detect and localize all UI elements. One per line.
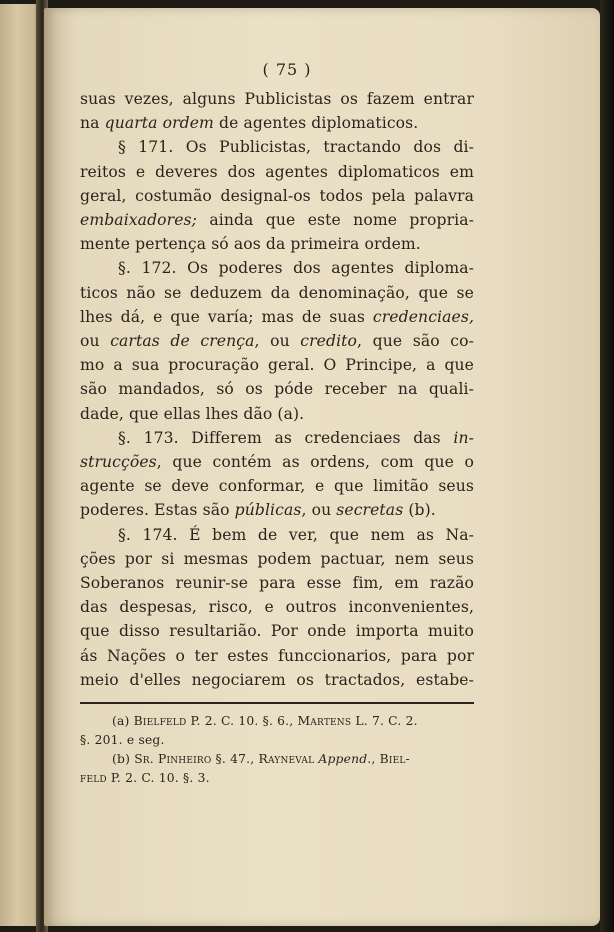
text-segment: secretas	[336, 501, 404, 520]
text-segment: , que são co-	[357, 332, 474, 351]
footnotes	[80, 712, 474, 788]
text-segment: poderes. Estas são	[80, 501, 235, 520]
text-line	[80, 595, 474, 619]
text-segment: ticos não se deduzem da denominação, que se	[80, 283, 474, 302]
text-line	[80, 329, 474, 353]
text-segment: in-	[453, 428, 474, 447]
footnote-line	[80, 750, 474, 769]
text-segment: Bielfeld	[133, 714, 187, 729]
text-segment: (b)	[112, 752, 135, 767]
text-segment: Append.	[318, 752, 372, 767]
text-segment: mo a sua procuração geral. O Principe, a que	[80, 356, 474, 375]
footnote-line	[80, 712, 474, 731]
footnote-line	[80, 769, 474, 788]
text-segment: strucções	[80, 453, 157, 472]
text-segment: dade, que ellas lhes dão (a).	[80, 404, 305, 423]
text-line	[80, 87, 474, 111]
text-segment: meio d'elles negociarem os tractados, estabe-	[80, 670, 474, 689]
footnote-line	[80, 731, 474, 750]
page-number: ( 75 )	[262, 60, 312, 79]
text-segment: de agentes diplomaticos.	[213, 114, 419, 133]
text-line	[80, 450, 474, 474]
text-segment: lhes dá, e que varía; mas de suas	[80, 307, 373, 326]
text-line	[80, 547, 474, 571]
text-segment: ou	[80, 332, 111, 351]
text-segment: , ou	[301, 501, 337, 520]
text-line	[80, 644, 474, 668]
text-segment: ções por si mesmas podem pactuar, nem seus	[80, 549, 474, 568]
text-segment: §. 172. Os poderes dos agentes diploma-	[118, 259, 474, 278]
body-text	[80, 87, 474, 692]
text-line	[80, 402, 474, 426]
text-segment: Sr. Pinheiro	[134, 752, 212, 767]
text-line	[80, 571, 474, 595]
text-line	[80, 523, 474, 547]
text-segment: P. 2. C. 10. §. 3.	[106, 771, 210, 786]
text-line	[80, 668, 474, 692]
page-edge-shadow	[600, 0, 614, 932]
text-segment: quarta ordem	[104, 114, 214, 133]
text-segment: §. 201. e seg.	[80, 733, 165, 748]
text-segment: (b).	[403, 501, 436, 520]
text-segment: Martens	[297, 714, 352, 729]
text-segment: §. 174. É bem de ver, que nem as Na-	[118, 525, 474, 544]
text-segment: §. 47.,	[211, 752, 259, 767]
text-segment: , ou	[254, 332, 301, 351]
text-segment: feld	[80, 771, 107, 786]
text-line	[80, 305, 474, 329]
text-segment: públicas	[234, 501, 302, 520]
text-segment: suas vezes, alguns Publicistas os fazem entrar	[80, 90, 474, 108]
text-segment: são mandados, só os póde receber na quali-	[80, 380, 474, 399]
text-segment: das despesas, risco, e outros inconvenientes,	[80, 598, 474, 617]
text-line	[80, 256, 474, 280]
text-segment: L. 7. C. 2.	[351, 714, 418, 729]
text-segment: § 171. Os Publicistas, tractando dos di-	[118, 138, 474, 157]
text-segment: Soberanos reunir-se para esse fim, em razão	[80, 574, 474, 593]
text-segment: , que contém as ordens, com que o	[156, 453, 474, 472]
text-segment: credenciaes,	[372, 307, 474, 326]
text-line	[80, 281, 474, 305]
text-segment: credito	[300, 332, 358, 351]
text-segment: ás Nações o ter estes funccionarios, para por	[80, 646, 474, 665]
text-segment: na	[80, 114, 105, 133]
text-line	[80, 135, 474, 159]
text-segment: §. 173. Differem as credenciaes das	[118, 428, 454, 447]
text-segment: mente pertença só aos da primeira ordem.	[80, 235, 421, 254]
text-segment: embaixadores;	[80, 211, 197, 230]
text-segment: agente se deve conformar, e que limitão seus	[80, 477, 474, 496]
text-line	[80, 426, 474, 450]
text-segment: que disso resultarião. Por onde importa muito	[80, 622, 474, 641]
text-line	[80, 353, 474, 377]
text-segment: ainda que este nome propria-	[196, 211, 474, 230]
text-line	[80, 474, 474, 498]
text-line	[80, 160, 474, 184]
text-line	[80, 208, 474, 232]
text-line	[80, 111, 474, 135]
text-segment: cartas de crença	[110, 332, 255, 351]
text-line	[80, 619, 474, 643]
text-segment: P. 2. C. 10. §. 6.,	[186, 714, 298, 729]
footnote-rule	[80, 702, 474, 704]
text-line	[80, 232, 474, 256]
text-segment: reitos e deveres dos agentes diplomaticos em	[80, 162, 474, 181]
text-segment: geral, costumão designal-os todos pela palavra	[80, 186, 474, 205]
text-line	[80, 498, 474, 522]
text-line	[80, 377, 474, 401]
page-text	[80, 60, 474, 788]
text-segment: (a)	[112, 714, 134, 729]
text-line	[80, 184, 474, 208]
text-segment: Rayneval	[258, 752, 315, 767]
text-segment: ,	[371, 752, 380, 767]
text-segment: Biel-	[379, 752, 410, 767]
